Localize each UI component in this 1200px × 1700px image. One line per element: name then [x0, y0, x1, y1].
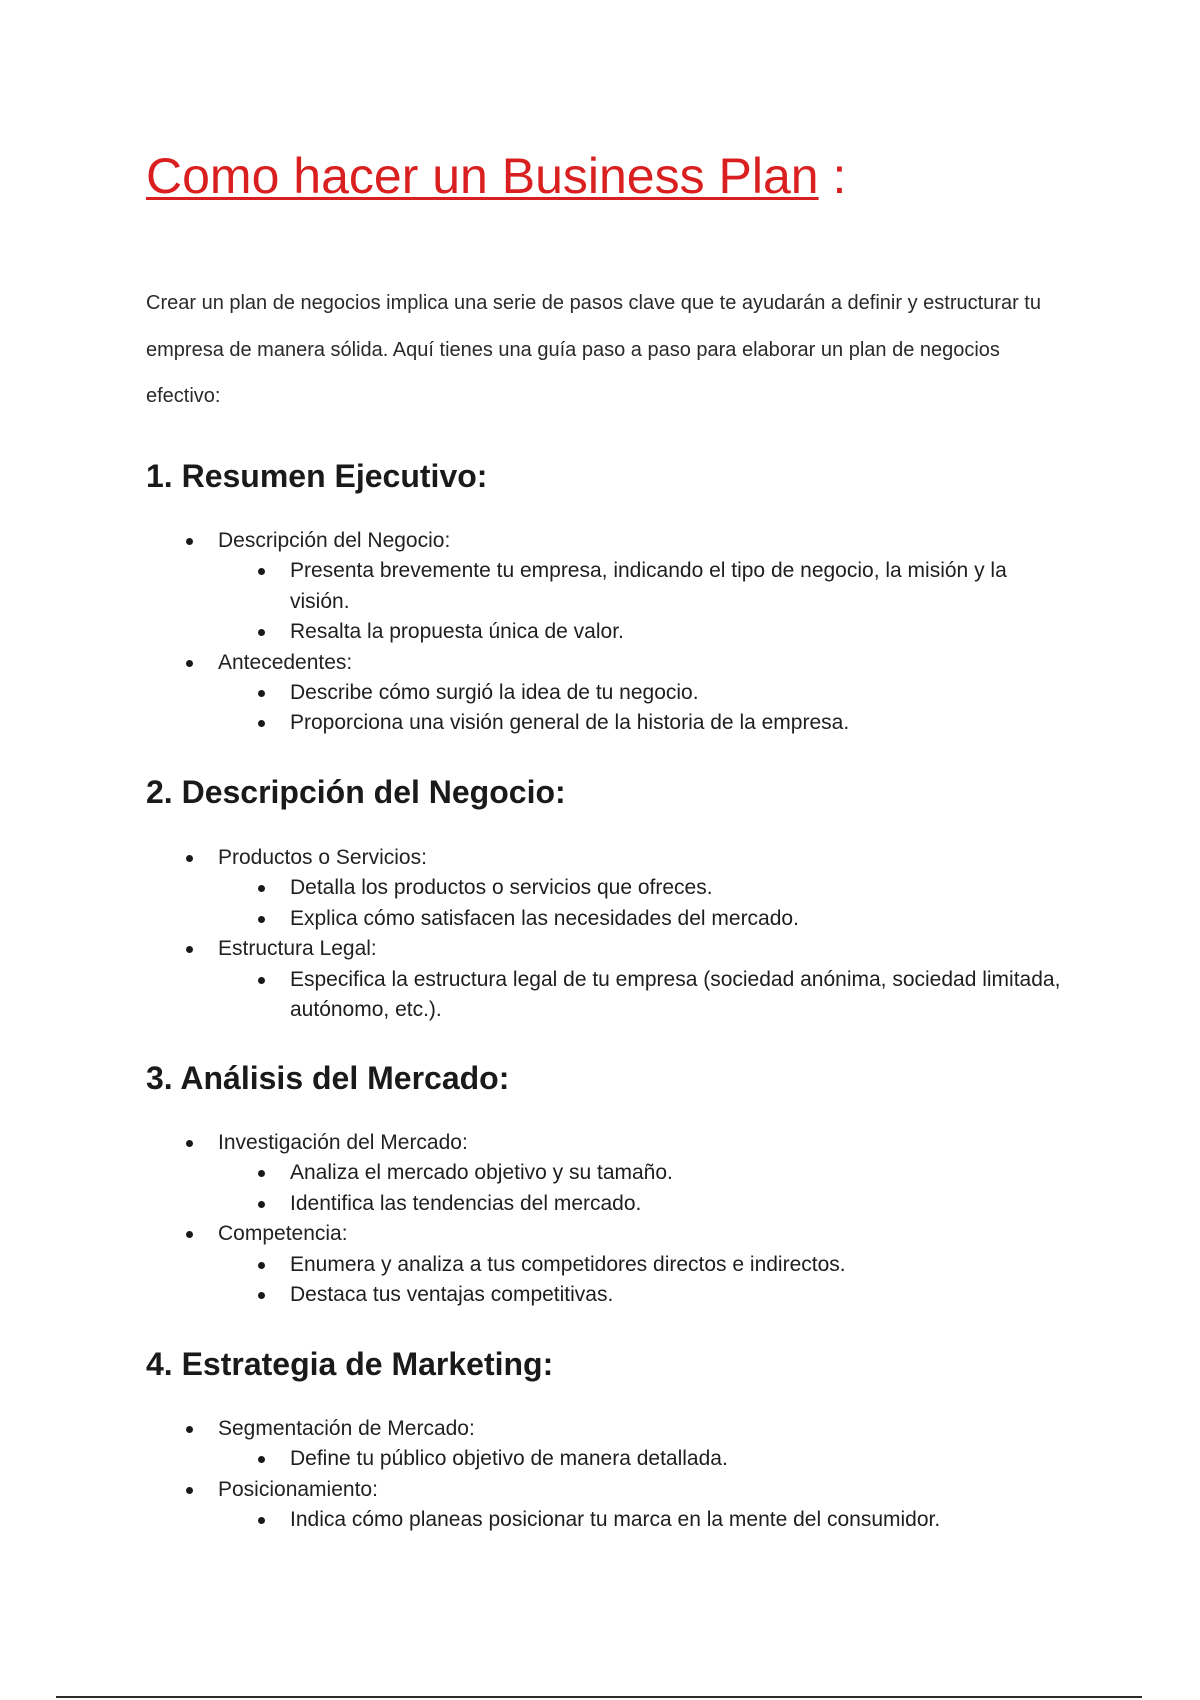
list-item: [186, 1219, 1066, 1310]
list-item: [186, 843, 1066, 934]
list-item: [186, 934, 1066, 1025]
list-item-label: Descripción del Negocio:: [218, 529, 451, 552]
section-heading-analisis-mercado: 3. Análisis del Mercado:: [146, 1060, 510, 1096]
sub-list-item: Presenta brevemente tu empresa, indicando el tipo de negocio, la misión y la visión.: [258, 556, 1066, 617]
list-item: [186, 648, 1066, 739]
intro-paragraph: Crear un plan de negocios implica una serie de pasos clave que te ayudarán a definir y estructurar tu empresa de manera sólida. Aquí tienes una guía paso a paso para elaborar un plan de negocios efectivo:: [146, 292, 1041, 407]
sub-list-item: Indica cómo planeas posicionar tu marca en la mente del consumidor.: [258, 1505, 1066, 1535]
list-item-label: Competencia:: [218, 1222, 348, 1246]
list-item-label: Posicionamiento:: [218, 1477, 378, 1501]
list-item-label: Investigación del Mercado:: [218, 1131, 468, 1154]
sub-list-item: Detalla los productos o servicios que ofreces.: [258, 873, 1066, 903]
section-heading-resumen-ejecutivo: 1. Resumen Ejecutivo:: [146, 458, 488, 494]
sub-list: [218, 556, 1066, 647]
sub-list-item: Describe cómo surgió la idea de tu negocio.: [258, 678, 1066, 708]
sub-list-item: Define tu público objetivo de manera detallada.: [258, 1444, 1066, 1474]
sub-list: [218, 1158, 1066, 1219]
sub-list-item: Destaca tus ventajas competitivas.: [258, 1280, 1066, 1310]
section-list-analisis-mercado: [186, 1128, 1066, 1310]
list-item-label: Segmentación de Mercado:: [218, 1417, 475, 1440]
sub-list: [218, 1505, 1066, 1535]
list-item: [186, 1414, 1066, 1475]
section-list-resumen-ejecutivo: [186, 526, 1066, 739]
list-item: [186, 526, 1066, 648]
section-list-estrategia-marketing: [186, 1414, 1066, 1536]
section-heading-estrategia-marketing: 4. Estrategia de Marketing:: [146, 1346, 554, 1382]
page-title: [146, 146, 846, 206]
sub-list-item: Explica cómo satisfacen las necesidades del mercado.: [258, 904, 1066, 934]
page-title-text: Como hacer un Business Plan: [146, 148, 819, 204]
sub-list-item: Identifica las tendencias del mercado.: [258, 1189, 1066, 1219]
list-item-label: Antecedentes:: [218, 650, 353, 674]
list-item: [186, 1128, 1066, 1219]
list-item-label: Productos o Servicios:: [218, 846, 427, 869]
sub-list: [218, 965, 1066, 1026]
list-item-label: Estructura Legal:: [218, 937, 377, 961]
section-heading-descripcion-negocio: 2. Descripción del Negocio:: [146, 774, 566, 810]
page-bottom-divider: [56, 1696, 1142, 1698]
section-list-descripcion-negocio: [186, 843, 1066, 1025]
sub-list-item: Enumera y analiza a tus competidores directos e indirectos.: [258, 1250, 1066, 1280]
sub-list-item: Especifica la estructura legal de tu empresa (sociedad anónima, sociedad limitada, autónomo, etc.).: [258, 965, 1066, 1026]
sub-list-item: Proporciona una visión general de la historia de la empresa.: [258, 708, 1066, 738]
page-title-suffix: :: [818, 148, 847, 204]
sub-list: [218, 873, 1066, 934]
sub-list-item: Analiza el mercado objetivo y su tamaño.: [258, 1158, 1066, 1188]
sub-list: [218, 1444, 1066, 1474]
sub-list-item: Resalta la propuesta única de valor.: [258, 617, 1066, 647]
sub-list: [218, 678, 1066, 739]
list-item: [186, 1475, 1066, 1536]
sub-list: [218, 1250, 1066, 1311]
